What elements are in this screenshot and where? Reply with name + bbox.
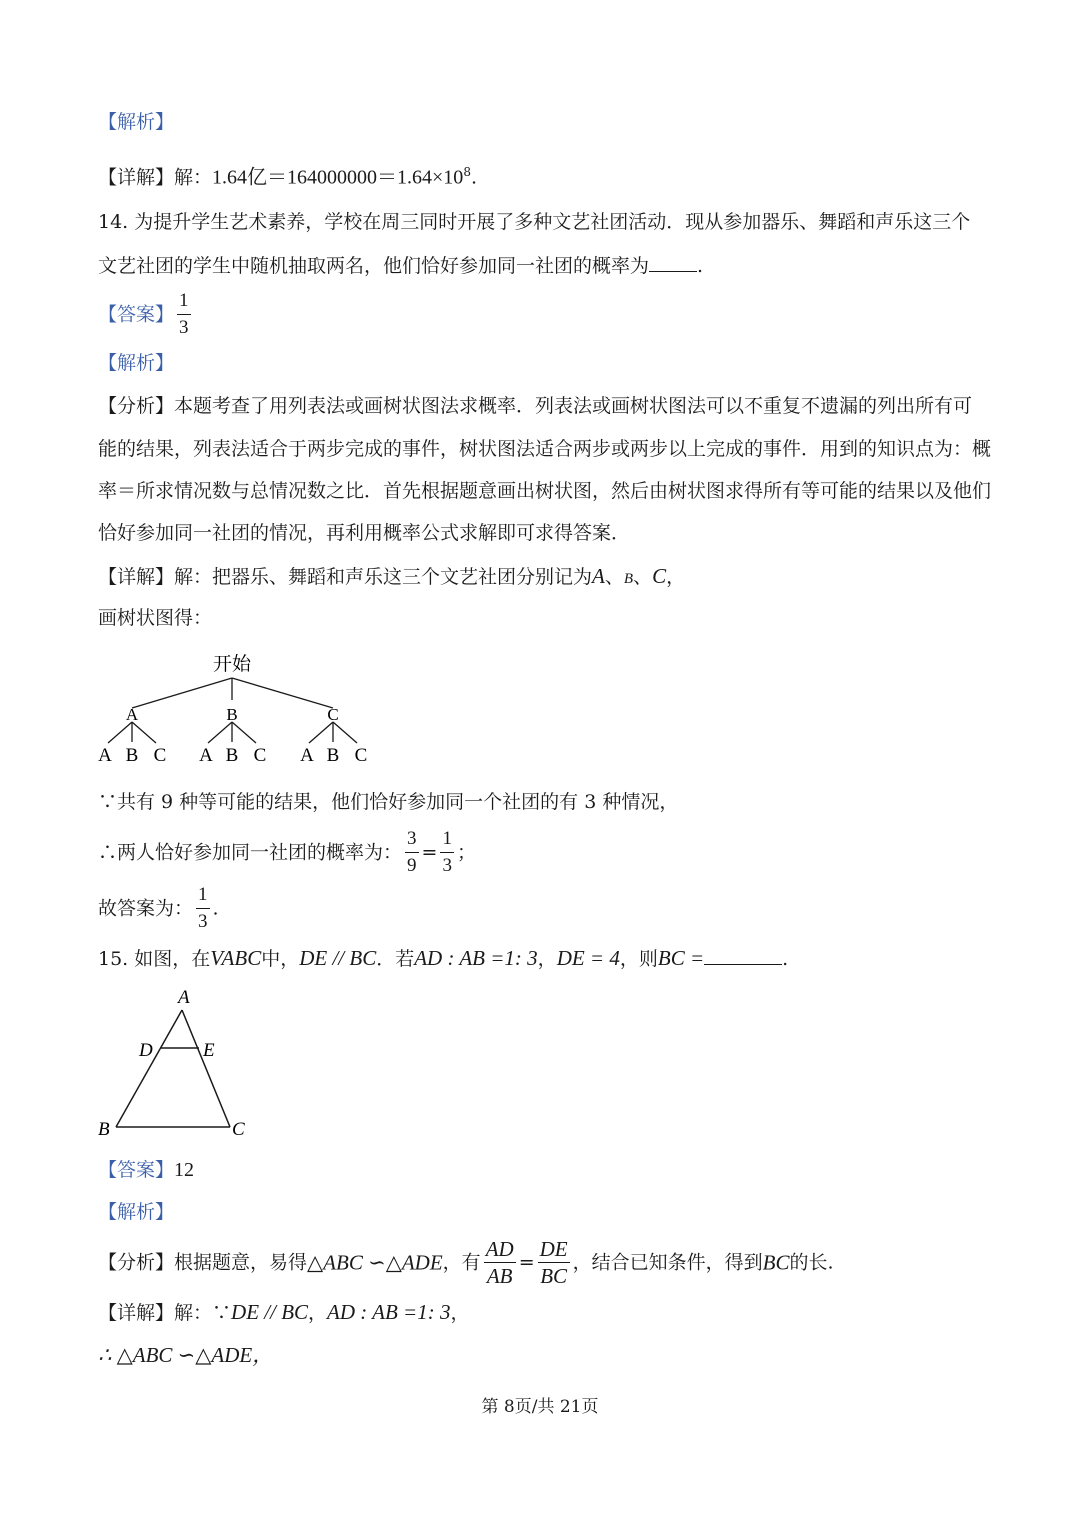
tree-l2-c1: C — [153, 745, 167, 766]
because-line: ∵共有 9 种等可能的结果，他们恰好参加同一个社团的有 3 种情况， — [98, 791, 679, 813]
q14-analysis-line2: 能的结果，列表法适合于两步完成的事件，树状图法适合两步或两步以上完成的事件．用到的知识点为：概 — [98, 438, 992, 460]
q14-answer: 【答案】 $\frac{1}{3}$ — [98, 288, 194, 341]
tree-l1-a: A — [125, 705, 139, 724]
q15-detail: 【详解】解：∵DE // BC，AD : AB =1: 3， — [98, 1300, 470, 1324]
answer-fraction: $\frac{1}{3}$ — [179, 290, 189, 338]
analysis-tag-q13: 【解析】 — [98, 111, 175, 133]
probability-tree — [90, 648, 390, 770]
analysis-tag-q15: 【解析】 — [98, 1201, 175, 1223]
tree-l2-a2: A — [199, 745, 213, 766]
tree-l2-b2: B — [225, 745, 239, 766]
tree-l2-c2: C — [253, 745, 267, 766]
tree-l1-b: B — [226, 705, 238, 724]
page-footer: 第 8页/共 21页 — [481, 1397, 599, 1417]
vertex-d: D — [139, 1040, 153, 1061]
q14-analysis-line3: 率＝所求情况数与总情况数之比．首先根据题意画出树状图，然后由树状图求得所有等可能的结果以及他们 — [98, 480, 992, 502]
q15-analysis: 【分析】根据题意，易得△ABC ∽△ADE，有 $\frac{AD}{AB}$ = $\frac{DE}{BC}$ ，结合已知条件，得到BC的长. — [98, 1237, 834, 1288]
q15-answer: 【答案】12 — [98, 1159, 195, 1181]
vertex-a: A — [178, 987, 190, 1008]
vertex-c: C — [232, 1119, 245, 1140]
analysis-tag-q14: 【解析】 — [98, 352, 175, 374]
therefore-line: ∴两人恰好参加同一社团的概率为： $\frac{3}{9}$ = $\frac{1}{3}$ ； — [98, 826, 476, 879]
ratio-fraction-1: $\frac{AD}{AB}$ — [485, 1237, 514, 1288]
prob-fraction-2: $\frac{1}{3}$ — [442, 828, 452, 876]
q14-detail: 【详解】解：把器乐、舞蹈和声乐这三个文艺社团分别记为A、B、C， — [98, 564, 686, 588]
q14-stem-line1: 14. 为提升学生艺术素养，学校在周三同时开展了多种文艺社团活动．现从参加器乐、舞蹈和声乐这三个 — [98, 211, 971, 233]
final-fraction: $\frac{1}{3}$ — [198, 884, 208, 932]
tree-l2-a1: A — [98, 745, 112, 766]
final-answer-line: 故答案为： $\frac{1}{3}$ . — [98, 882, 219, 935]
triangle-figure — [92, 984, 262, 1144]
q14-stem-line2: 文艺社团的学生中随机抽取两名，他们恰好参加同一社团的概率为 . — [98, 255, 704, 277]
q15-conclusion: ∴ △ABC ∽△ADE， — [98, 1343, 274, 1367]
q13-detail: 【详解】解：1.64亿$=164000000=1.64\times 10^8$. — [98, 165, 477, 189]
ratio-fraction-2: $\frac{DE}{BC}$ — [539, 1237, 568, 1288]
q14-analysis-line4: 恰好参加同一社团的情况，再利用概率公式求解即可求得答案． — [98, 522, 631, 544]
tree-l2-b1: B — [125, 745, 139, 766]
answer-blank — [649, 253, 697, 272]
q15-stem: 15. 如图，在VABC中，DE // BC．若AD : AB =1: 3，DE = 4，则BC = . — [98, 946, 789, 970]
vertex-e: E — [203, 1040, 215, 1061]
prob-fraction-1: $\frac{3}{9}$ — [407, 828, 417, 876]
q14-analysis-line1: 【分析】本题考查了用列表法或画树状图法求概率．列表法或画树状图法可以不重复不遗漏的列出所有可 — [98, 395, 973, 417]
tree-l2-c3: C — [354, 745, 368, 766]
vertex-b: B — [98, 1119, 110, 1140]
tree-l2-a3: A — [300, 745, 314, 766]
answer-blank — [704, 946, 782, 965]
tree-l1-c: C — [327, 705, 339, 724]
tree-intro: 画树状图得： — [98, 607, 213, 629]
tree-l2-b3: B — [326, 745, 340, 766]
tree-root: 开始 — [212, 653, 252, 675]
